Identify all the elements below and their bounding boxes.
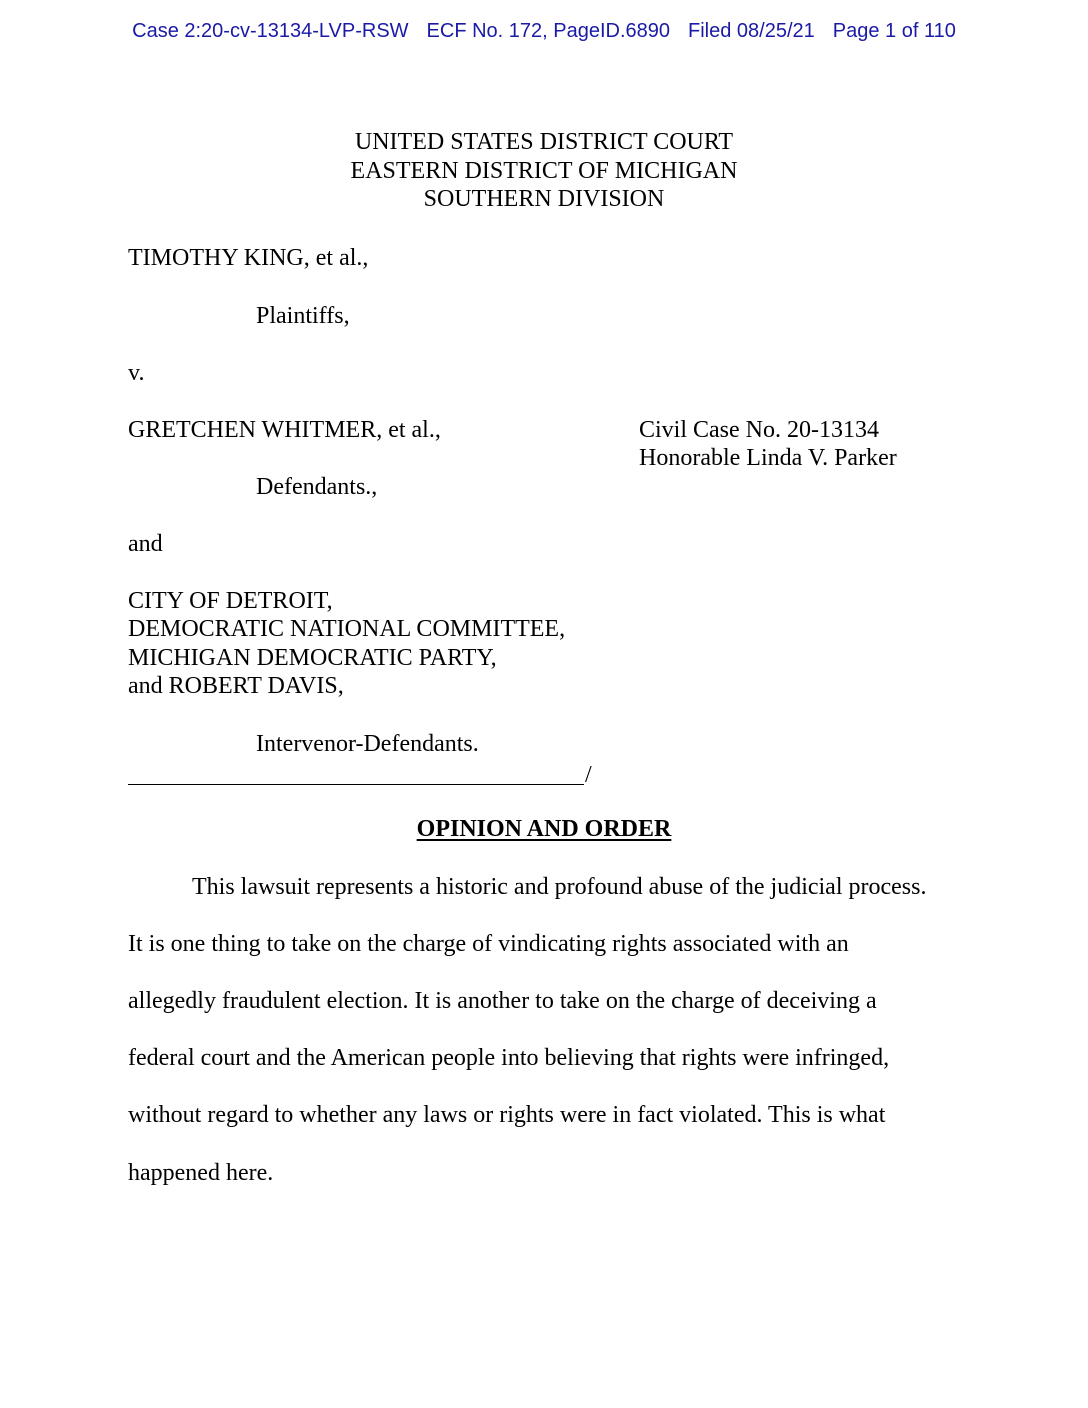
court-heading xyxy=(0,128,1088,214)
caption-divider-line xyxy=(128,784,584,785)
defendant-role: Defendants., xyxy=(256,474,378,500)
body-line-6: happened here. xyxy=(128,1160,274,1186)
body-line-3: allegedly fraudulent election. It is another to take on the charge of deceiving a xyxy=(128,988,877,1014)
conjunction-and: and xyxy=(128,531,163,557)
intervenor-4: and ROBERT DAVIS, xyxy=(128,673,344,699)
versus: v. xyxy=(128,360,145,386)
plaintiff-name: TIMOTHY KING, et al., xyxy=(128,245,369,271)
court-name: UNITED STATES DISTRICT COURT xyxy=(354,129,734,155)
ecf-number-stamp: ECF No. 172, PageID.6890 xyxy=(426,20,671,42)
civil-case-number: Civil Case No. 20-13134 xyxy=(639,417,879,443)
ecf-header-stamp xyxy=(0,20,1088,43)
judge-name: Honorable Linda V. Parker xyxy=(639,445,897,471)
filed-date-stamp: Filed 08/25/21 xyxy=(688,20,815,42)
intervenor-2: DEMOCRATIC NATIONAL COMMITTEE, xyxy=(128,616,566,642)
court-division: SOUTHERN DIVISION xyxy=(423,186,665,212)
document-title: OPINION AND ORDER xyxy=(416,816,672,842)
court-district: EASTERN DISTRICT OF MICHIGAN xyxy=(350,157,738,184)
defendant-name: GRETCHEN WHITMER, et al., xyxy=(128,417,441,443)
body-line-2: It is one thing to take on the charge of vindicating rights associated with an xyxy=(128,931,849,957)
page-count-stamp: Page 1 of 110 xyxy=(832,20,956,42)
caption-divider-slash: / xyxy=(585,762,592,788)
intervenor-1: CITY OF DETROIT, xyxy=(128,588,333,614)
body-line-1: This lawsuit represents a historic and profound abuse of the judicial process. xyxy=(192,874,927,900)
case-number-stamp: Case 2:20-cv-13134-LVP-RSW xyxy=(132,20,409,42)
intervenor-3: MICHIGAN DEMOCRATIC PARTY, xyxy=(128,645,497,671)
intervenor-role: Intervenor-Defendants. xyxy=(256,731,479,757)
body-line-5: without regard to whether any laws or rights were in fact violated. This is what xyxy=(128,1102,886,1128)
plaintiff-role: Plaintiffs, xyxy=(256,303,350,329)
body-line-4: federal court and the American people into believing that rights were infringed, xyxy=(128,1045,890,1071)
